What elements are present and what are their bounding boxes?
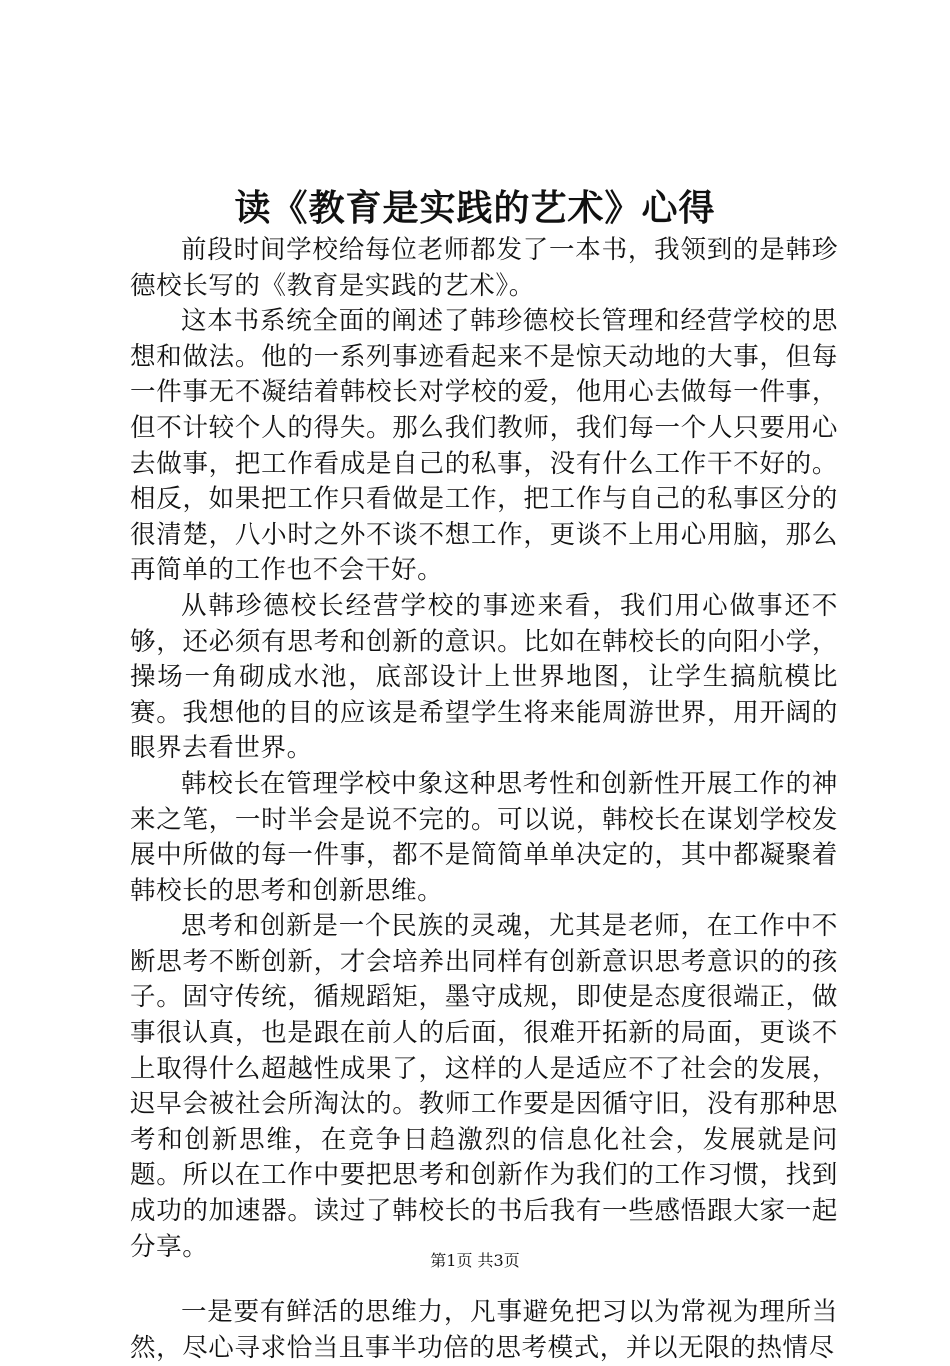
document-title: 读《教育是实践的艺术》心得	[234, 187, 716, 229]
paragraph-3: 从韩珍德校长经营学校的事迹来看，我们用心做事还不够，还必须有思考和创新的意识。比如在韩校长的向阳小学，操场一角砌成水池，底部设计上世界地图，让学生搞航模比赛。我想他的目的应该是希望学生将来能周游世界，用开阔的眼界去看世界。	[130, 590, 838, 764]
paragraph-1: 前段时间学校给每位老师都发了一本书，我领到的是韩珍德校长写的《教育是实践的艺术》。	[130, 235, 838, 301]
paragraph-6: 一是要有鲜活的思维力，凡事避免把习以为常视为理所当然，尽心寻求恰当且事半功倍的思考模式，并以无限的热情尽	[130, 1297, 838, 1363]
document-body	[130, 233, 838, 1366]
paragraph-5: 思考和创新是一个民族的灵魂，尤其是老师，在工作中不断思考不断创新，才会培养出同样有创新意识思考意识的的孩子。固守传统，循规蹈矩，墨守成规，即使是态度很端正，做事很认真，也是跟在前人的后面，很难开拓新的局面，更谈不上取得什么超越性成果了，这样的人是适应不了社会的发展，迟早会被社会所淘汰的。教师工作要是因循守旧，没有那种思考和创新思维，在竞争日趋激烈的信息化社会，发展就是问题。所以在工作中要把思考和创新作为我们的工作习惯，找到成功的加速器。读过了韩校长的书后我有一些感悟跟大家一起分享。	[130, 911, 838, 1262]
page-footer: 第1页 共3页	[430, 1251, 520, 1270]
paragraph-2: 这本书系统全面的阐述了韩珍德校长管理和经营学校的思想和做法。他的一系列事迹看起来不是惊天动地的大事，但每一件事无不凝结着韩校长对学校的爱，他用心去做每一件事，但不计较个人的得失。那么我们教师，我们每一个人只要用心去做事，把工作看成是自己的私事，没有什么工作干不好的。相反，如果把工作只看做是工作，把工作与自己的私事区分的很清楚，八小时之外不谈不想工作，更谈不上用心用脑，那么再简单的工作也不会干好。	[130, 306, 838, 586]
paragraph-4: 韩校长在管理学校中象这种思考性和创新性开展工作的神来之笔，一时半会是说不完的。可以说，韩校长在谋划学校发展中所做的每一件事，都不是简简单单决定的，其中都凝聚着韩校长的思考和创新思维。	[130, 768, 838, 906]
